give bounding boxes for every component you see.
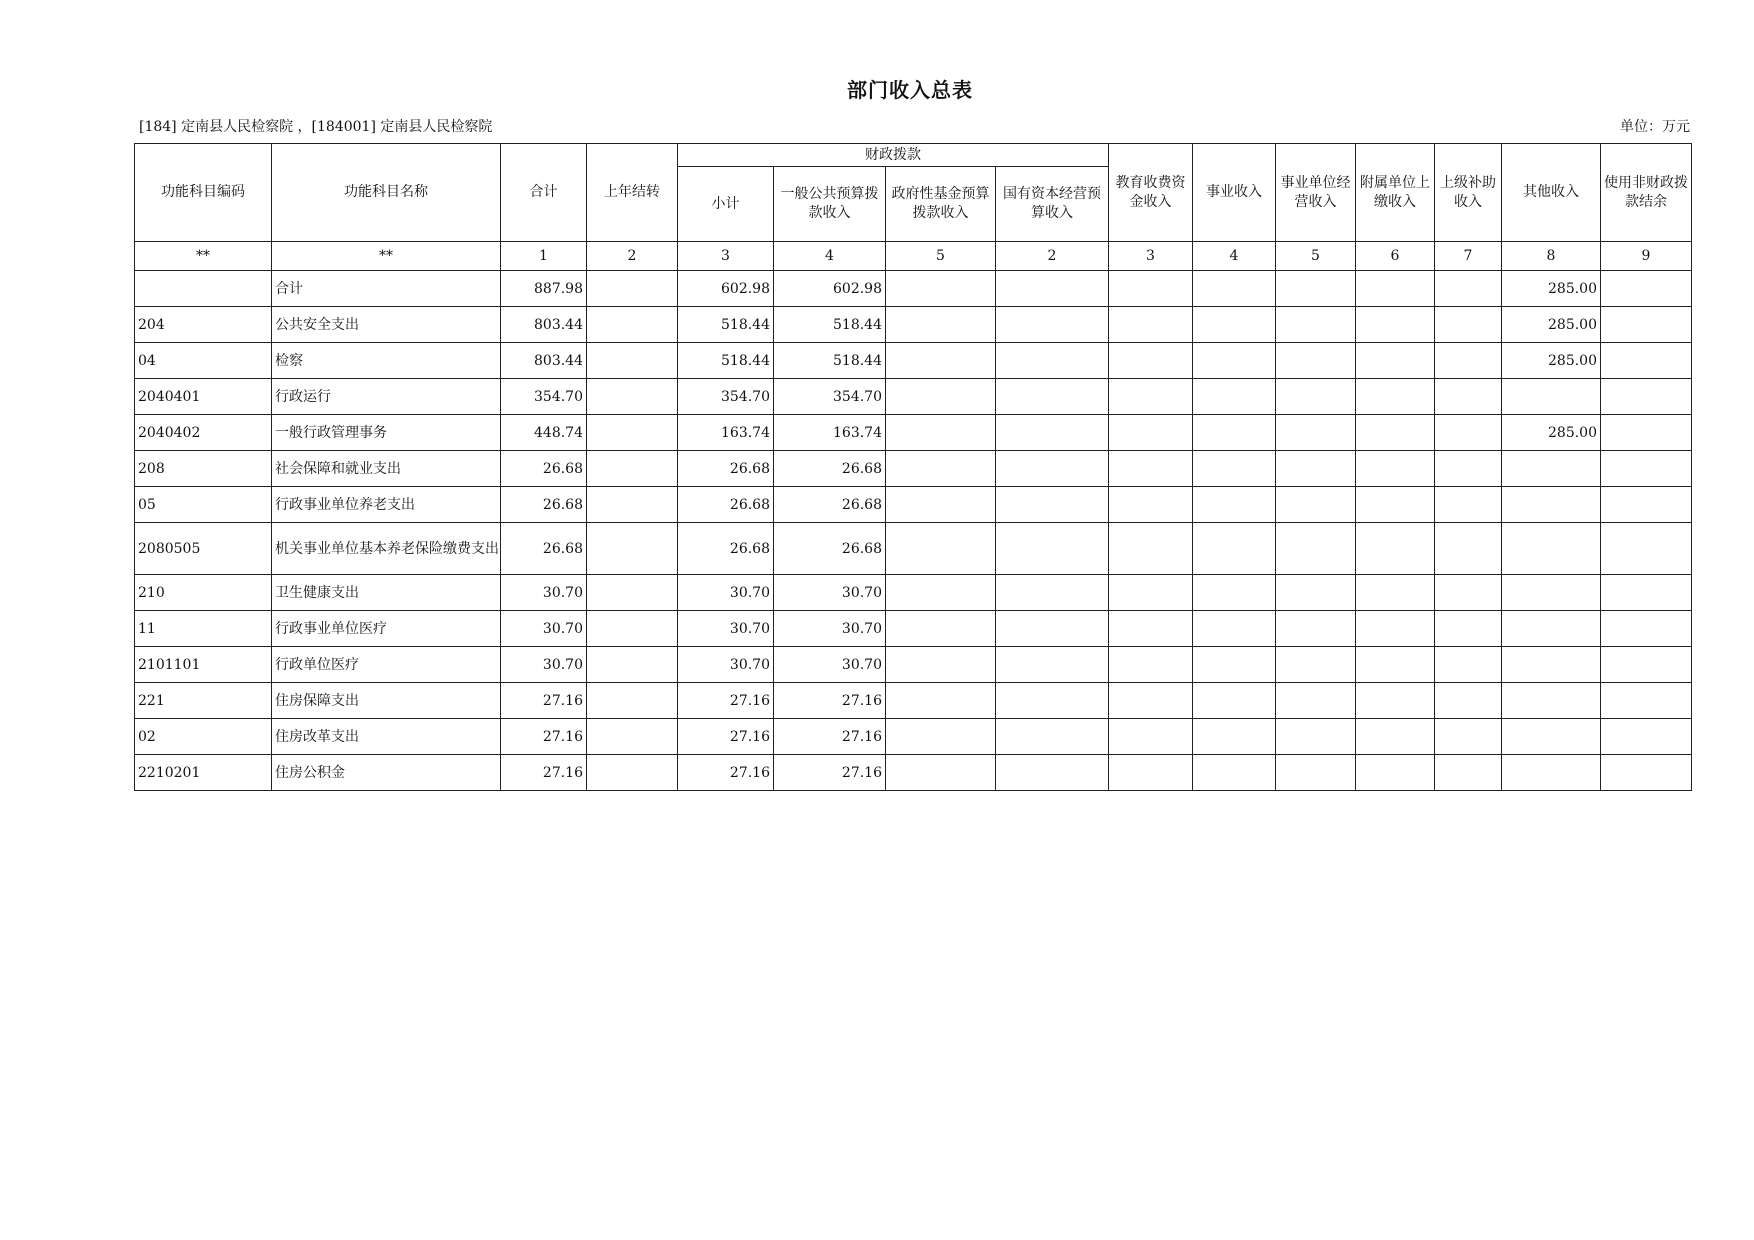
row-other-income [1502,523,1601,575]
row-total: 30.70 [501,575,587,611]
row-other-income [1502,575,1601,611]
row-superior-subsidy [1435,611,1502,647]
row-affiliate [1356,523,1435,575]
index-cell: 8 [1502,242,1601,271]
row-state-capital [996,611,1109,647]
row-name: 机关事业单位基本养老保险缴费支出 [272,523,501,575]
row-name: 检察 [272,343,501,379]
row-code: 210 [135,575,272,611]
row-total: 27.16 [501,683,587,719]
row-code: 2210201 [135,755,272,791]
row-name: 住房公积金 [272,755,501,791]
row-general-budget: 163.74 [774,415,886,451]
row-carryover [587,451,678,487]
row-gov-fund [886,415,996,451]
row-other-income [1502,719,1601,755]
row-total: 30.70 [501,611,587,647]
row-state-capital [996,451,1109,487]
row-nonfiscal-balance [1601,611,1692,647]
table-row [135,343,1692,379]
row-affiliate [1356,575,1435,611]
row-subtotal: 518.44 [678,343,774,379]
row-biz-operation [1276,647,1356,683]
row-name: 社会保障和就业支出 [272,451,501,487]
row-general-budget: 27.16 [774,719,886,755]
index-cell: ** [135,242,272,271]
table-row [135,271,1692,307]
row-other-income: 285.00 [1502,415,1601,451]
row-code: 2080505 [135,523,272,575]
row-gov-fund [886,487,996,523]
row-gov-fund [886,611,996,647]
table-row [135,451,1692,487]
row-subtotal: 26.68 [678,523,774,575]
index-cell: 7 [1435,242,1502,271]
row-general-budget: 602.98 [774,271,886,307]
row-affiliate [1356,451,1435,487]
index-cell: 2 [587,242,678,271]
row-other-income [1502,611,1601,647]
col-header-affiliate: 附属单位上缴收入 [1356,144,1435,242]
table-row [135,523,1692,575]
table-body [135,271,1692,791]
row-business-income [1193,379,1276,415]
row-business-income [1193,575,1276,611]
row-name: 合计 [272,271,501,307]
row-general-budget: 27.16 [774,683,886,719]
row-edu-fee [1109,379,1193,415]
row-edu-fee [1109,487,1193,523]
row-gov-fund [886,343,996,379]
row-nonfiscal-balance [1601,271,1692,307]
income-summary-table [134,143,1692,791]
row-affiliate [1356,647,1435,683]
row-business-income [1193,307,1276,343]
row-edu-fee [1109,343,1193,379]
row-general-budget: 26.68 [774,451,886,487]
row-biz-operation [1276,523,1356,575]
row-biz-operation [1276,415,1356,451]
index-cell: 5 [1276,242,1356,271]
row-gov-fund [886,271,996,307]
row-other-income: 285.00 [1502,307,1601,343]
row-state-capital [996,683,1109,719]
row-code: 11 [135,611,272,647]
row-nonfiscal-balance [1601,487,1692,523]
row-superior-subsidy [1435,379,1502,415]
row-business-income [1193,343,1276,379]
row-carryover [587,575,678,611]
row-edu-fee [1109,271,1193,307]
row-business-income [1193,487,1276,523]
col-header-other-income: 其他收入 [1502,144,1601,242]
row-affiliate [1356,271,1435,307]
row-biz-operation [1276,755,1356,791]
row-subtotal: 163.74 [678,415,774,451]
row-state-capital [996,719,1109,755]
table-row [135,755,1692,791]
index-cell: 9 [1601,242,1692,271]
col-header-nonfiscal-balance: 使用非财政拨款结余 [1601,144,1692,242]
table-row [135,647,1692,683]
row-nonfiscal-balance [1601,523,1692,575]
row-affiliate [1356,719,1435,755]
row-nonfiscal-balance [1601,647,1692,683]
row-edu-fee [1109,647,1193,683]
row-state-capital [996,523,1109,575]
row-superior-subsidy [1435,575,1502,611]
index-cell: ** [272,242,501,271]
row-subtotal: 518.44 [678,307,774,343]
row-affiliate [1356,683,1435,719]
index-cell: 3 [1109,242,1193,271]
row-code: 2040401 [135,379,272,415]
col-group-fiscal: 财政拨款 [678,144,1109,167]
row-superior-subsidy [1435,415,1502,451]
row-subtotal: 27.16 [678,719,774,755]
row-subtotal: 27.16 [678,683,774,719]
row-total: 354.70 [501,379,587,415]
row-superior-subsidy [1435,271,1502,307]
row-state-capital [996,343,1109,379]
index-row [135,242,1692,271]
row-carryover [587,343,678,379]
row-biz-operation [1276,719,1356,755]
table-row [135,487,1692,523]
row-code: 208 [135,451,272,487]
row-general-budget: 26.68 [774,523,886,575]
row-other-income [1502,647,1601,683]
unit-label: 单位：万元 [1620,119,1690,135]
row-code: 04 [135,343,272,379]
row-edu-fee [1109,683,1193,719]
row-edu-fee [1109,575,1193,611]
row-subtotal: 26.68 [678,451,774,487]
row-gov-fund [886,307,996,343]
row-superior-subsidy [1435,719,1502,755]
row-name: 一般行政管理事务 [272,415,501,451]
row-subtotal: 30.70 [678,611,774,647]
row-other-income [1502,487,1601,523]
index-cell: 6 [1356,242,1435,271]
row-code [135,271,272,307]
row-business-income [1193,755,1276,791]
row-general-budget: 30.70 [774,647,886,683]
row-carryover [587,647,678,683]
row-general-budget: 30.70 [774,575,886,611]
row-code: 02 [135,719,272,755]
row-state-capital [996,487,1109,523]
index-cell: 5 [886,242,996,271]
row-state-capital [996,379,1109,415]
row-total: 27.16 [501,755,587,791]
col-header-general-budget: 一般公共预算拨款收入 [774,167,886,242]
row-business-income [1193,271,1276,307]
row-biz-operation [1276,575,1356,611]
row-affiliate [1356,343,1435,379]
row-nonfiscal-balance [1601,307,1692,343]
row-carryover [587,487,678,523]
row-subtotal: 26.68 [678,487,774,523]
row-total: 26.68 [501,523,587,575]
row-gov-fund [886,451,996,487]
row-total: 803.44 [501,343,587,379]
row-name: 公共安全支出 [272,307,501,343]
row-name: 行政运行 [272,379,501,415]
row-total: 887.98 [501,271,587,307]
row-superior-subsidy [1435,683,1502,719]
row-state-capital [996,415,1109,451]
row-superior-subsidy [1435,451,1502,487]
row-state-capital [996,647,1109,683]
row-carryover [587,379,678,415]
row-name: 住房改革支出 [272,719,501,755]
table-row [135,719,1692,755]
table-row [135,379,1692,415]
row-code: 221 [135,683,272,719]
row-business-income [1193,611,1276,647]
row-name: 行政事业单位养老支出 [272,487,501,523]
row-subtotal: 30.70 [678,647,774,683]
row-business-income [1193,523,1276,575]
row-superior-subsidy [1435,307,1502,343]
col-header-business-income: 事业收入 [1193,144,1276,242]
row-general-budget: 518.44 [774,343,886,379]
row-biz-operation [1276,271,1356,307]
row-general-budget: 354.70 [774,379,886,415]
row-nonfiscal-balance [1601,755,1692,791]
row-nonfiscal-balance [1601,343,1692,379]
row-nonfiscal-balance [1601,575,1692,611]
row-biz-operation [1276,487,1356,523]
row-other-income [1502,755,1601,791]
row-biz-operation [1276,343,1356,379]
row-edu-fee [1109,451,1193,487]
col-header-subtotal: 小计 [678,167,774,242]
row-general-budget: 518.44 [774,307,886,343]
row-affiliate [1356,415,1435,451]
row-carryover [587,611,678,647]
row-total: 30.70 [501,647,587,683]
row-business-income [1193,647,1276,683]
row-carryover [587,523,678,575]
table-row [135,415,1692,451]
table-row [135,307,1692,343]
row-general-budget: 26.68 [774,487,886,523]
organization-label: [184] 定南县人民检察院 ，[184001] 定南县人民检察院 [139,119,493,135]
row-business-income [1193,683,1276,719]
row-business-income [1193,719,1276,755]
row-code: 2040402 [135,415,272,451]
row-gov-fund [886,719,996,755]
row-biz-operation [1276,451,1356,487]
row-total: 26.68 [501,487,587,523]
col-header-name: 功能科目名称 [272,144,501,242]
row-edu-fee [1109,415,1193,451]
row-affiliate [1356,611,1435,647]
row-total: 27.16 [501,719,587,755]
row-subtotal: 602.98 [678,271,774,307]
row-superior-subsidy [1435,343,1502,379]
row-affiliate [1356,487,1435,523]
row-subtotal: 27.16 [678,755,774,791]
row-superior-subsidy [1435,755,1502,791]
col-header-biz-operation: 事业单位经营收入 [1276,144,1356,242]
row-affiliate [1356,379,1435,415]
row-nonfiscal-balance [1601,379,1692,415]
row-other-income: 285.00 [1502,271,1601,307]
row-carryover [587,307,678,343]
row-general-budget: 30.70 [774,611,886,647]
row-business-income [1193,451,1276,487]
row-state-capital [996,271,1109,307]
index-cell: 4 [774,242,886,271]
row-biz-operation [1276,611,1356,647]
row-business-income [1193,415,1276,451]
table-row [135,611,1692,647]
row-gov-fund [886,575,996,611]
row-biz-operation [1276,379,1356,415]
row-edu-fee [1109,755,1193,791]
row-superior-subsidy [1435,523,1502,575]
row-other-income [1502,379,1601,415]
row-gov-fund [886,755,996,791]
row-gov-fund [886,683,996,719]
row-total: 448.74 [501,415,587,451]
row-carryover [587,271,678,307]
row-carryover [587,415,678,451]
row-code: 2101101 [135,647,272,683]
row-subtotal: 30.70 [678,575,774,611]
row-state-capital [996,575,1109,611]
row-nonfiscal-balance [1601,415,1692,451]
col-header-carryover: 上年结转 [587,144,678,242]
col-header-superior-subsidy: 上级补助收入 [1435,144,1502,242]
row-total: 803.44 [501,307,587,343]
row-name: 行政事业单位医疗 [272,611,501,647]
row-state-capital [996,755,1109,791]
row-nonfiscal-balance [1601,719,1692,755]
row-general-budget: 27.16 [774,755,886,791]
row-edu-fee [1109,523,1193,575]
row-other-income [1502,451,1601,487]
row-other-income: 285.00 [1502,343,1601,379]
index-cell: 4 [1193,242,1276,271]
row-total: 26.68 [501,451,587,487]
row-gov-fund [886,523,996,575]
row-subtotal: 354.70 [678,379,774,415]
row-superior-subsidy [1435,487,1502,523]
index-cell: 3 [678,242,774,271]
row-name: 住房保障支出 [272,683,501,719]
row-gov-fund [886,647,996,683]
row-name: 卫生健康支出 [272,575,501,611]
row-gov-fund [886,379,996,415]
row-carryover [587,719,678,755]
col-header-gov-fund: 政府性基金预算拨款收入 [886,167,996,242]
col-header-edu-fee: 教育收费资金收入 [1109,144,1193,242]
row-superior-subsidy [1435,647,1502,683]
index-cell: 1 [501,242,587,271]
col-header-state-capital: 国有资本经营预算收入 [996,167,1109,242]
row-other-income [1502,683,1601,719]
row-nonfiscal-balance [1601,451,1692,487]
row-code: 05 [135,487,272,523]
row-biz-operation [1276,683,1356,719]
col-header-total: 合计 [501,144,587,242]
row-carryover [587,683,678,719]
row-edu-fee [1109,307,1193,343]
row-nonfiscal-balance [1601,683,1692,719]
table-row [135,575,1692,611]
row-edu-fee [1109,719,1193,755]
row-affiliate [1356,307,1435,343]
row-biz-operation [1276,307,1356,343]
page-title: 部门收入总表 [847,78,973,102]
index-cell: 2 [996,242,1109,271]
row-affiliate [1356,755,1435,791]
row-edu-fee [1109,611,1193,647]
table-row [135,683,1692,719]
row-carryover [587,755,678,791]
row-state-capital [996,307,1109,343]
row-code: 204 [135,307,272,343]
report-subheader [139,116,1690,138]
col-header-code: 功能科目编码 [135,144,272,242]
row-name: 行政单位医疗 [272,647,501,683]
